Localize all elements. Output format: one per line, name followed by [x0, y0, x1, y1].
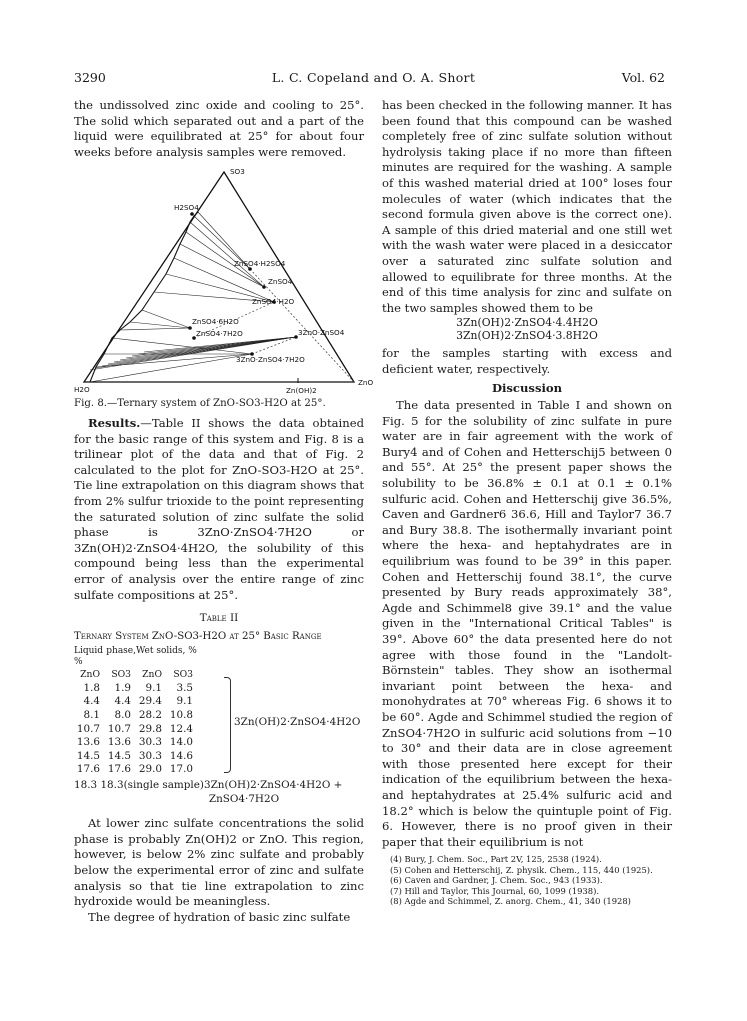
figure-caption: Fig. 8.—Ternary system of ZnO-SO3-H2O at 25°.: [74, 398, 326, 410]
compound-point: [262, 286, 266, 290]
lower-concentration-paragraph: At lower zinc sulfate concentrations the solid phase is probably Zn(OH)2 or ZnO. This region, however, is below 2% zinc sulfate and probably below the experimental error of zinc and sulfate analysis so that tie line extrapolation to zinc hydroxide would be meaningless.: [74, 816, 364, 909]
table-cell: 30.3: [138, 749, 162, 762]
tie-line: [130, 322, 190, 328]
table-cell: 10.7: [107, 722, 131, 735]
compound-point: [188, 327, 192, 331]
table-cell: 14.6: [169, 749, 193, 762]
table-row: [74, 763, 364, 777]
label-basic-sulfate-hydrate: 3ZnO·ZnSO4·7H2O: [236, 355, 305, 365]
references-list: [382, 854, 672, 906]
left-column: [74, 98, 374, 925]
table-cell: 9.1: [145, 681, 162, 694]
ternary-diagram: [74, 162, 374, 396]
right-column: [382, 98, 672, 906]
table-cell: 30.3: [138, 736, 162, 749]
table-cell: 10.7: [76, 722, 100, 735]
table-cell: 28.2: [138, 709, 162, 722]
table-cell: 13.6: [107, 736, 131, 749]
table-cell: 17.6: [107, 763, 131, 776]
table-cell: 1.8: [83, 681, 100, 694]
formula-deficient: 3Zn(OH)2·ZnSO4·3.8H2O: [456, 329, 598, 343]
solubility-curve: [90, 212, 198, 382]
table-cell: 4.4: [83, 695, 100, 708]
group-header-solids: Wet solids, %: [136, 646, 197, 657]
table-cell: 14.5: [107, 749, 131, 762]
running-title: L. C. Copeland and O. A. Short: [271, 70, 476, 85]
vertex-label-so3: SO3: [230, 167, 245, 177]
reference-item: (6) Caven and Gardner, J. Chem. Soc., 943 (1933).: [390, 875, 603, 886]
column-header: ZnO: [80, 669, 100, 681]
reference-item: (7) Hill and Taylor, This Journal, 60, 1099 (1938).: [390, 885, 599, 896]
compound-point: [190, 213, 194, 217]
vertex-label-zno: ZnO: [358, 378, 374, 388]
reference-item: (8) Agde and Schimmel, Z. anorg. Chem., 41, 340 (1928): [390, 895, 631, 906]
table-row: [74, 682, 364, 696]
table-cell: 13.6: [76, 736, 100, 749]
ternary-figure: [74, 162, 374, 396]
tie-line: [90, 354, 252, 382]
label-znso4-h2so4: ZnSO4·H2SO4: [234, 259, 286, 269]
table-cell: 1.9: [114, 681, 131, 694]
solid-phase-label: 3Zn(OH)2·ZnSO4·4H2O: [234, 716, 361, 729]
tie-line: [120, 328, 190, 330]
page-number: 3290: [74, 70, 106, 85]
results-text: —Table II shows the data obtained for the basic range of this system and Fig. 8 is a trilinear plot of the data and that of Fig. 2 calculated to the plot for ZnO-SO3-H2O at 25°. Tie line extrapolation on this diagram shows that from 2% sulfur trioxide to the point representing the saturated solution of zinc sulfate the solid phase is 3ZnO·ZnSO4·7H2O or 3Zn(OH)2·ZnSO4·4H2O, the solubility of this compound being less than the experimental error of analysis over the entire range of zinc sulfate compositions at 25°.: [74, 415, 364, 602]
table-cell: 9.1: [176, 695, 193, 708]
table-cell: 14.5: [76, 749, 100, 762]
table-group-headers: [74, 646, 364, 668]
table-cell: 8.1: [83, 709, 100, 722]
vertex-label-h2o: H2O: [74, 385, 90, 395]
intro-paragraph: the undissolved zinc oxide and cooling to 25°. The solid which separated out and a part of the liquid were equilibrated at 25° for about four weeks before analysis samples were removed.: [74, 98, 364, 159]
reference-item: (5) Cohen and Hetterschij, Z. physik. Chem., 115, 440 (1925).: [390, 864, 653, 875]
reference-item: (4) Bury, J. Chem. Soc., Part 2V, 125, 2538 (1924).: [390, 854, 602, 865]
group-header-liquid: Liquid phase, %: [74, 646, 136, 668]
samples-paragraph: for the samples starting with excess and deficient water, respectively.: [382, 346, 672, 376]
table-brace: [224, 677, 231, 773]
label-znso4-7h2o: ZnSO4·7H2O: [196, 329, 243, 339]
label-h2so4: H2SO4: [174, 203, 199, 213]
single-sample-row-continued: ZnSO4·7H2O: [208, 792, 280, 805]
label-znso4-h2o: ZnSO4·H2O: [252, 297, 295, 307]
table-cell: 10.8: [169, 709, 193, 722]
table-cell: 3.5: [176, 681, 193, 694]
table-cell: 12.4: [169, 722, 193, 735]
table-cell: 14.0: [169, 736, 193, 749]
column-header: SO3: [173, 669, 193, 681]
table-cell: 17.0: [169, 763, 193, 776]
label-zinc-hydroxide: Zn(OH)2: [286, 386, 317, 396]
table-cell: 8.0: [114, 709, 131, 722]
composition-line: [250, 269, 354, 382]
volume-label: Vol. 62: [621, 70, 665, 85]
table-cell: 29.0: [138, 763, 162, 776]
formula-excess: 3Zn(OH)2·ZnSO4·4.4H2O: [456, 316, 598, 330]
results-paragraph: [74, 416, 364, 603]
table-row: [74, 695, 364, 709]
discussion-paragraph: The data presented in Table I and shown on Fig. 5 for the solubility of zinc sulfate in pure water are in fair agreement with the work of Bury4 and of Cohen and Hetterschij5 between 0 and 55°. At 25° the present paper shows the solubility to be 36.8% ± 0.1 at 0.1 ± 0.1% sulfuric acid. Cohen and Hetterschij give 36.5%, Caven and Gardner6 36.6, Hill and Taylor7 36.7 and Bury 38.8. The isothermally invariant point where the hexa- and heptahydrates are in equilibrium was found to be 39° in this paper. Cohen and Hetterschij found 38.1°, the curve presented by Bury reads approximately 38°, Agde and Schimmel8 give 39.1° and the value given in the "International Critical Tables" is 39°. Above 60° the data presented here do not agree with those found in the "Landolt-Börnstein" tables. They show an isothermal invariant point between the hexa- and monohydrates at 70° whereas Fig. 6 shows it to be 60°. Agde and Schimmel studied the region of ZnSO4·7H2O in sulfuric acid solutions from −10 to 30° and their data are in close agreement with those presented here except for their indication of the equilibrium between the hexa- and heptahydrates at 25.4% sulfuric acid and 18.2° which is below the quintuple point of Fig. 6. However, there is no proof given in their paper that their equilibrium is not: [382, 398, 672, 849]
table-cell: 17.6: [76, 763, 100, 776]
table-column-headers: [74, 668, 364, 682]
table-row: [74, 750, 364, 764]
table-title: Table II: [199, 612, 239, 625]
results-label: Results.: [88, 415, 141, 430]
column-header: SO3: [111, 669, 131, 681]
label-znso4: ZnSO4: [268, 277, 293, 287]
table-cell: 29.4: [138, 695, 162, 708]
label-znso4-6h2o: ZnSO4·6H2O: [192, 317, 239, 327]
table-subtitle: Ternary System ZnO-SO3-H2O at 25° Basic Range: [74, 630, 322, 642]
table-row: [74, 736, 364, 750]
discussion-heading: Discussion: [491, 380, 563, 395]
column-header: ZnO: [142, 669, 162, 681]
data-table: [74, 646, 364, 806]
table-cell: 4.4: [114, 695, 131, 708]
hydration-paragraph: The degree of hydration of basic zinc sulfate: [88, 909, 351, 924]
single-sample-row: 18.3 18.3(single sample)3Zn(OH)2·ZnSO4·4H2O +: [74, 779, 343, 792]
table-cell: 29.8: [138, 722, 162, 735]
label-basic-sulfate: 3ZnO·ZnSO4: [298, 328, 345, 338]
washing-paragraph: has been checked in the following manner. It has been found that this compound can be washed completely free of zinc sulfate solution without hydrolysis taking place if no more than fifteen minutes are required for the washing. A sample of this washed material dried at 100° loses four molecules of water (which indicates that the second formula given above is the correct one). A sample of this dried material and one still wet with the wash water were placed in a desiccator over a saturated zinc sulfate solution and allowed to equilibrate for three months. At the end of this time analysis for zinc and sulfate on the two samples showed them to be: [382, 98, 672, 315]
